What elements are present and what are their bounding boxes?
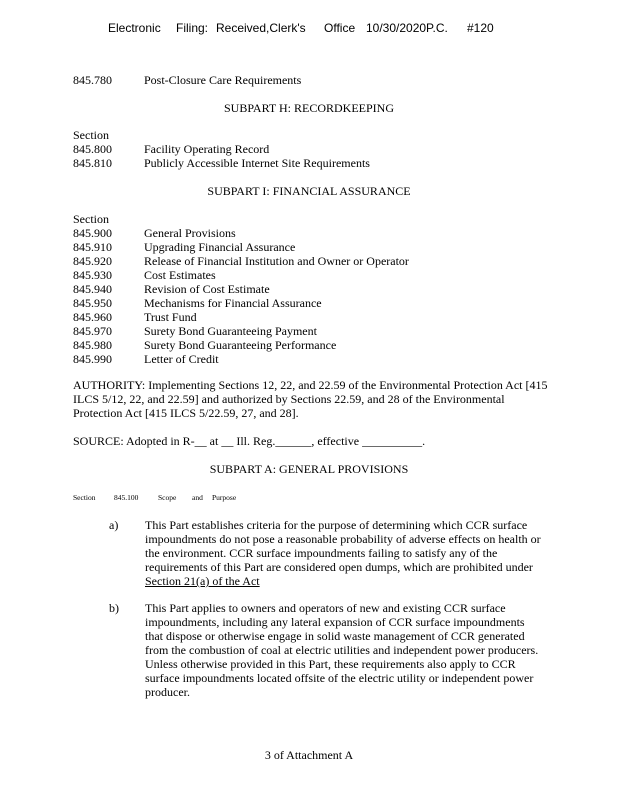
header-electronic: Electronic — [108, 21, 161, 35]
para-line: This Part establishes criteria for the purpose of determining which CCR surface — [145, 518, 528, 532]
subpart-i-heading: SUBPART I: FINANCIAL ASSURANCE — [207, 184, 411, 198]
para-line: that dispose or otherwise engage in solid waste management of CCR generated — [145, 629, 525, 643]
toc-number: 845.810 — [73, 156, 112, 170]
section-title-scope: Scope — [158, 493, 177, 502]
toc-number: 845.910 — [73, 240, 112, 254]
section-word: Section — [73, 493, 96, 502]
toc-number: 845.960 — [73, 310, 112, 324]
subpart-h-section-label: Section — [73, 128, 109, 142]
toc-title: Release of Financial Institution and Owner or Operator — [144, 254, 409, 268]
authority-line: AUTHORITY: Implementing Sections 12, 22, and 22.59 of the Environmental Protection Act [415 — [73, 378, 548, 392]
toc-title: Post-Closure Care Requirements — [144, 73, 302, 87]
authority-line: ILCS 5/12, 22, and 22.59] and authorized by Sections 22.59, and 28 of the Environmental — [73, 392, 505, 406]
para-line: Unless otherwise provided in this Part, these requirements also apply to CCR — [145, 657, 516, 671]
para-line: impoundments, including any lateral expansion of CCR surface impoundments — [145, 615, 525, 629]
toc-title: Letter of Credit — [144, 352, 219, 366]
section-number: 845.100 — [114, 493, 139, 502]
act-section-link: Section 21(a) of the Act — [145, 574, 260, 588]
toc-title: Mechanisms for Financial Assurance — [144, 296, 322, 310]
header-filing: Filing: — [176, 21, 209, 35]
toc-title: Revision of Cost Estimate — [144, 282, 270, 296]
authority-note — [73, 378, 548, 420]
para-line: producer. — [145, 685, 190, 699]
para-a — [145, 518, 541, 588]
subpart-i-section-label: Section — [73, 212, 109, 226]
toc-number: 845.950 — [73, 296, 112, 310]
para-b — [145, 601, 538, 699]
para-line: surface impoundments located offsite of the electric utility or independent power — [145, 671, 534, 685]
toc-number: 845.930 — [73, 268, 112, 282]
header-office: Office — [324, 21, 356, 35]
section-title-purpose: Purpose — [212, 493, 237, 502]
para-line: from the combustion of coal at electric utilities and independent power producers. — [145, 643, 539, 657]
toc-title: Surety Bond Guaranteeing Performance — [144, 338, 337, 352]
page-footer: 3 of Attachment A — [264, 748, 354, 762]
toc-title: Cost Estimates — [144, 268, 216, 282]
para-line: requirements of this Part are considered open dumps, which are prohibited under — [145, 560, 533, 574]
toc-title: Facility Operating Record — [144, 142, 270, 156]
toc-title: Publicly Accessible Internet Site Requirements — [144, 156, 370, 170]
toc-title: Surety Bond Guaranteeing Payment — [144, 324, 317, 338]
toc-number: 845.970 — [73, 324, 112, 338]
para-a-label: a) — [109, 518, 119, 532]
header-date: 10/30/2020P.C. — [366, 21, 448, 35]
header-received: Received,Clerk's — [216, 21, 306, 35]
header-doc-number: #120 — [467, 21, 494, 35]
source-note: SOURCE: Adopted in R-__ at __ Ill. Reg.______, effective __________. — [73, 434, 426, 448]
toc-number: 845.800 — [73, 142, 112, 156]
toc-title: General Provisions — [144, 226, 236, 240]
para-line: impoundments do not pose a reasonable probability of adverse effects on health or — [145, 532, 541, 546]
toc-number: 845.900 — [73, 226, 112, 240]
toc-number: 845.920 — [73, 254, 112, 268]
toc-title: Upgrading Financial Assurance — [144, 240, 296, 254]
para-line: This Part applies to owners and operators of new and existing CCR surface — [145, 601, 506, 615]
subpart-h-heading: SUBPART H: RECORDKEEPING — [224, 101, 394, 115]
para-line: the environment. CCR surface impoundments failing to satisfy any of the — [145, 546, 498, 560]
toc-title: Trust Fund — [144, 310, 197, 324]
toc-number: 845.990 — [73, 352, 112, 366]
authority-line: Protection Act [415 ILCS 5/22.59, 27, and 28]. — [73, 406, 299, 420]
subpart-a-heading: SUBPART A: GENERAL PROVISIONS — [209, 462, 409, 476]
toc-number: 845.980 — [73, 338, 112, 352]
section-title-and: and — [192, 493, 203, 502]
toc-number: 845.780 — [73, 73, 112, 87]
para-b-label: b) — [109, 601, 119, 615]
toc-number: 845.940 — [73, 282, 112, 296]
